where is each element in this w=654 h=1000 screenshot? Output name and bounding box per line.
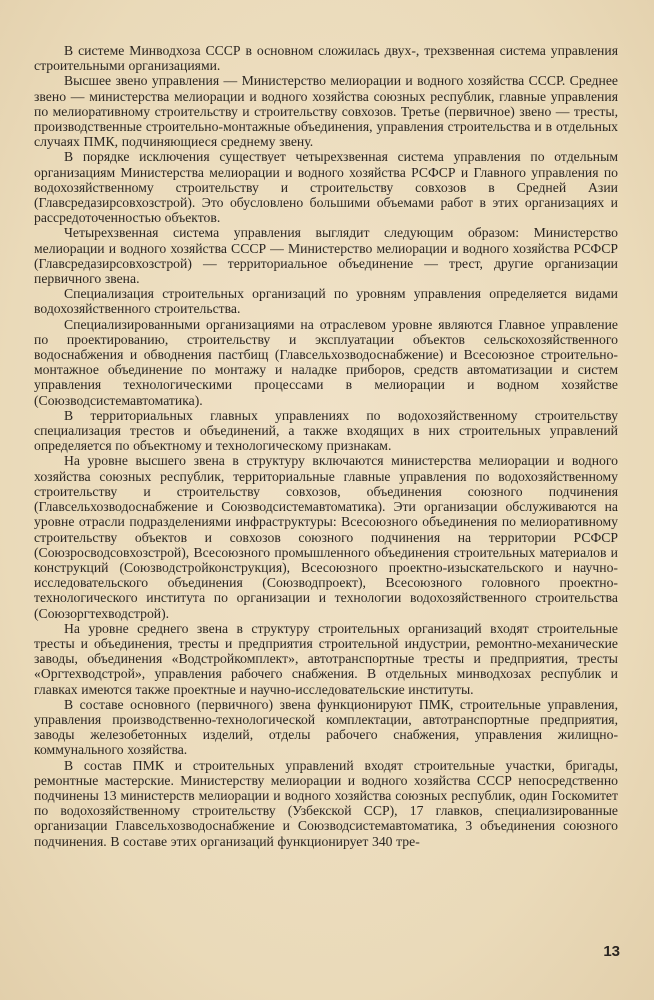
paragraph: В составе основного (первичного) звена функционируют ПМК, строительные управления, управления производственно-технологической комплектации, автотранспортные предприятия, заводы железобетонных изделий, отделы рабочего снабжения, управления жилищно-коммунального хозяйства. [34,696,618,758]
body-text [34,43,618,849]
paragraph: Высшее звено управления — Министерство мелиорации и водного хозяйства СССР. Среднее звено — министерства мелиорации и водного хозяйства союзных республик, главные управления по мелиоративному строительству и строительству совхозов. Третье (первичное) звено — тресты, производственные строительно-монтажные объединения, управления строительства и в отдельных случаях ПМК, подчиняющиеся среднему звену. [34,73,618,150]
paragraph: В системе Минводхоза СССР в основном сложилась двух-, трехзвенная система управления строительными организациями. [34,43,618,74]
paragraph: В состав ПМК и строительных управлений входят строительные участки, бригады, ремонтные мастерские. Министерству мелиорации и водного хозяйства СССР непосредственно подчинены 13 министерств мелиорации и водного хозяйства союзных республик, один Госкомитет по водохозяйственному строительству (Узбекской ССР), 17 главков, специализированные организации Главсельхозводоснабжение и Союзводсистемавтоматика, 3 объединения союзного подчинения. В составе этих организаций функционирует 340 тре- [34,757,618,849]
paragraph: На уровне высшего звена в структуру включаются министерства мелиорации и водного хозяйства союзных республик, территориальные главные управления по водохозяйственному строительству и строительству совхозов, объединения союзного подчинения (Главсельхозводоснабжение и Союзводсистемавтоматика). Эти организации обслуживаются на уровне отрасли подразделениями инфраструктуры: Всесоюзного объединения по мелиоративному строительству объектов и совхозов союзного подчинения на территории РСФСР (Союзросводсовхозстрой), Всесоюзного промышленного объединения строительных материалов и конструкций (Союзводстройконструкция), Всесоюзного проектно-изыскательского и научно-исследовательского объединения (Союзводпроект), Всесоюзного головного проектно-технологического института по организации и технологии водохозяйственного строительства (Союзоргтехводстрой). [34,453,618,621]
paragraph: Четырехзвенная система управления выглядит следующим образом: Министерство мелиорации и водного хозяйства СССР — Министерство мелиорации и водного хозяйства РСФСР (Главсредазирсовхозстрой) — территориальное объединение — трест, другие организации первичного звена. [34,225,618,287]
page-number: 13 [603,943,620,960]
paragraph: В территориальных главных управлениях по водохозяйственному строительству специализация трестов и объединений, а также входящих в них строительных управлений определяется по объектному и технологическому признакам. [34,407,618,454]
paragraph: Специализация строительных организаций по уровням управления определяется видами водохозяйственного строительства. [34,286,618,317]
paragraph: На уровне среднего звена в структуру строительных организаций входят строительные тресты и объединения, тресты и предприятия строительной индустрии, ремонтно-механические заводы, объединения «Водстройкомплект», автотранспортные тресты и предприятия, тресты «Оргтехводстрой», управления рабочего снабжения. В отдельных минводхозах республик и главках имеются также проектные и научно-исследовательские институты. [34,620,618,697]
paragraph: Специализированными организациями на отраслевом уровне являются Главное управление по проектированию, строительству и эксплуатации объектов сельскохозяйственного водоснабжения и обводнения пастбищ (Главсельхозводоснабжение) и Всесоюзное строительно-монтажное объединение по монтажу и наладке приборов, средств автоматизации и систем управления технологическими процессами в мелиорации и водном хозяйстве (Союзводсистемавтоматика). [34,316,618,408]
paragraph: В порядке исключения существует четырехзвенная система управления по отдельным организациям Министерства мелиорации и водного хозяйства РСФСР и Главного управления по водохозяйственному строительству и строительству совхозов в Средней Азии (Главсредазирсовхозстрой). Это обусловлено большими объемами работ в этих организациях и рассредоточенностью объектов. [34,149,618,226]
